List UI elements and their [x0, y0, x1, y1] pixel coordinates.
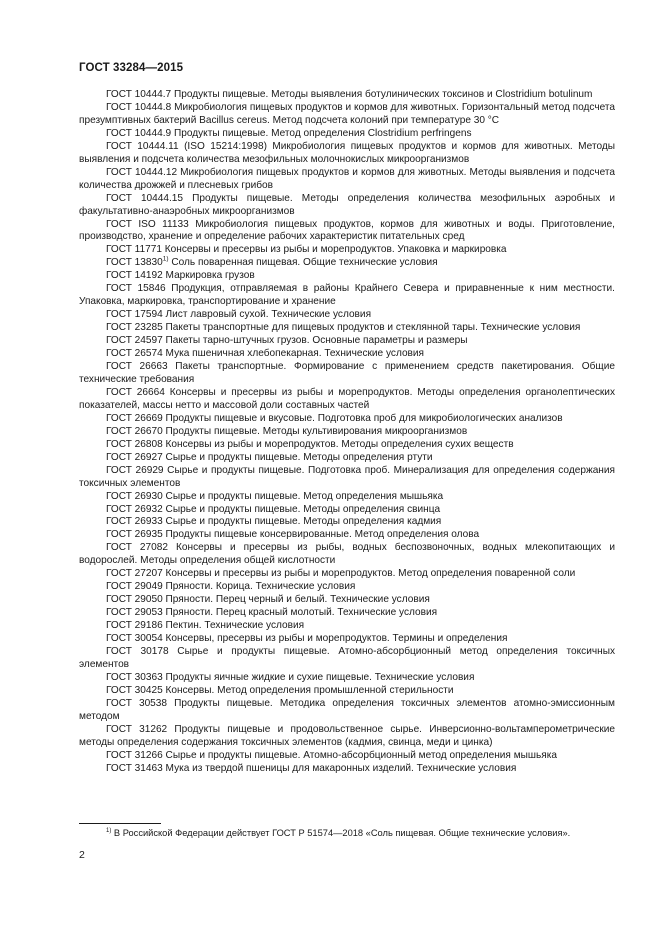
reference-entry	[79, 244, 615, 257]
reference-text: ГОСТ 23285 Пакеты транспортные для пищевых продуктов и стеклянной тары. Технические условия	[106, 322, 581, 334]
reference-text: ГОСТ 26932 Сырье и продукты пищевые. Методы определения свинца	[106, 503, 441, 515]
reference-text: ГОСТ 26935 Продукты пищевые консервированные. Метод определения олова	[106, 529, 480, 541]
reference-entry	[79, 439, 615, 452]
reference-text: ГОСТ 11771 Консервы и пресервы из рыбы и морепродуктов. Упаковка и маркировка	[106, 244, 507, 256]
reference-text: ГОСТ 26669 Продукты пищевые и вкусовые. Подготовка проб для микробиологических анализов	[106, 412, 563, 424]
reference-text-continued: Соль поваренная пищевая. Общие технические условия	[168, 257, 438, 269]
reference-entry	[79, 698, 615, 724]
reference-text: ГОСТ 24597 Пакеты тарно-штучных грузов. Основные параметры и размеры	[106, 335, 468, 347]
reference-text: ГОСТ 26929 Сырье и продукты пищевые. Подготовка проб. Минерализация для определения содержания токсичных элементов	[79, 464, 615, 489]
reference-text: ГОСТ 26664 Консервы и пресервы из рыбы и морепродуктов. Методы определения органолептических показателей, массы нетто и массовой доли составных частей	[79, 386, 615, 411]
reference-text: ГОСТ 31266 Сырье и продукты пищевые. Атомно-абсорбционный метод определения мышьяка	[106, 749, 557, 761]
reference-entry	[79, 607, 615, 620]
reference-entry	[79, 322, 615, 335]
reference-entry	[79, 750, 615, 763]
reference-entry	[79, 309, 615, 322]
reference-text: ГОСТ 30425 Консервы. Метод определения промышленной стерильности	[106, 684, 454, 696]
reference-entry	[79, 219, 615, 245]
reference-text: ГОСТ 26663 Пакеты транспортные. Формирование с применением средств пакетирования. Общие технические требования	[79, 361, 615, 385]
reference-entry	[79, 672, 615, 685]
footnote-marker: 1)	[106, 827, 112, 834]
reference-entry	[79, 763, 615, 776]
reference-text: ГОСТ 30363 Продукты яичные жидкие и сухие пищевые. Технические условия	[106, 671, 475, 683]
reference-entry	[79, 426, 615, 439]
reference-entry	[79, 361, 615, 387]
reference-entry	[79, 516, 615, 529]
footnote-reference-marker: 1)	[162, 256, 169, 264]
reference-text: ГОСТ 26927 Сырье и продукты пищевые. Методы определения ртути	[106, 451, 433, 463]
reference-entry	[79, 193, 615, 219]
reference-text: ГОСТ 10444.9 Продукты пищевые. Метод определения Clostridium perfringens	[106, 127, 472, 139]
normative-references	[79, 89, 615, 776]
document-header: ГОСТ 33284—2015	[79, 62, 184, 74]
reference-entry	[79, 542, 615, 568]
reference-entry	[79, 413, 615, 426]
reference-text: ГОСТ 29050 Пряности. Перец черный и белый. Технические условия	[106, 594, 430, 606]
reference-entry	[79, 581, 615, 594]
reference-entry	[79, 141, 615, 167]
reference-entry	[79, 102, 615, 128]
reference-entry	[79, 724, 615, 750]
reference-entry	[79, 504, 615, 517]
reference-entry	[79, 633, 615, 646]
reference-text: ГОСТ 15846 Продукция, отправляемая в районы Крайнего Севера и приравненные к ним местности. Упаковка, маркировка, транспортирование и хранение	[79, 283, 615, 308]
reference-entry	[79, 568, 615, 581]
footnote-separator	[79, 823, 161, 824]
reference-text: ГОСТ 30054 Консервы, пресервы из рыбы и морепродуктов. Термины и определения	[106, 633, 508, 645]
reference-entry	[79, 529, 615, 542]
reference-entry	[79, 348, 615, 361]
reference-text: ГОСТ ISO 11133 Микробиология пищевых продуктов, кормов для животных и воды. Приготовление, производство, хранение и определение рабочих характеристик питательных сред	[79, 218, 615, 243]
reference-text: ГОСТ 10444.12 Микробиология пищевых продуктов и кормов для животных. Методы выявления и подсчета количества дрожжей и плесневых грибов	[79, 166, 615, 191]
reference-text: ГОСТ 26808 Консервы из рыбы и морепродуктов. Методы определения сухих веществ	[106, 438, 514, 450]
reference-text: ГОСТ 29186 Пектин. Технические условия	[106, 620, 305, 632]
reference-entry	[79, 128, 615, 141]
reference-entry	[79, 167, 615, 193]
reference-entry	[79, 620, 615, 633]
reference-entry	[79, 685, 615, 698]
reference-entry	[79, 491, 615, 504]
reference-text: ГОСТ 29053 Пряности. Перец красный молотый. Технические условия	[106, 607, 438, 619]
reference-text: ГОСТ 26930 Сырье и продукты пищевые. Метод определения мышьяка	[106, 490, 444, 502]
reference-text: ГОСТ 26933 Сырье и продукты пищевые. Методы определения кадмия	[106, 516, 442, 528]
reference-text: ГОСТ 10444.15 Продукты пищевые. Методы определения количества мезофильных аэробных и факультативно-анаэробных микроорганизмов	[79, 192, 615, 217]
reference-entry	[79, 387, 615, 413]
reference-entry	[79, 452, 615, 465]
reference-text: ГОСТ 14192 Маркировка грузов	[106, 270, 255, 282]
reference-text: ГОСТ 30178 Сырье и продукты пищевые. Атомно-абсорбционный метод определения токсичных элементов	[79, 645, 615, 670]
reference-text: ГОСТ 26670 Продукты пищевые. Методы культивирования микроорганизмов	[106, 425, 468, 437]
reference-entry	[79, 283, 615, 309]
reference-entry	[79, 257, 615, 270]
reference-text: ГОСТ 26574 Мука пшеничная хлебопекарная. Технические условия	[106, 348, 425, 360]
reference-text: ГОСТ 31262 Продукты пищевые и продовольственное сырье. Инверсионно-вольтамперометрические методы определения содержания токсичных элементов (кадмия, свинца, меди и цинка)	[79, 723, 615, 748]
reference-entry	[79, 89, 615, 102]
reference-text: ГОСТ 13830	[106, 257, 163, 269]
reference-entry	[79, 594, 615, 607]
reference-entry	[79, 270, 615, 283]
page-number: 2	[79, 849, 85, 861]
reference-text: ГОСТ 10444.11 (ISO 15214:1998) Микробиология пищевых продуктов и кормов для животных. Методы выявления и подсчета количества мезофильных молочнокислых микроорганизмов	[79, 140, 615, 165]
footnote-text: В Российской Федерации действует ГОСТ Р 51574—2018 «Соль пищевая. Общие технические условия».	[111, 828, 571, 838]
reference-text: ГОСТ 30538 Продукты пищевые. Методика определения токсичных элементов атомно-эмиссионным методом	[79, 697, 615, 722]
reference-entry	[79, 465, 615, 491]
reference-entry	[79, 335, 615, 348]
reference-text: ГОСТ 27082 Консервы и пресервы из рыбы, водных беспозвоночных, водных млекопитающих и водорослей. Методы определения общей кислотности	[79, 542, 615, 567]
footnote	[79, 827, 615, 839]
reference-text: ГОСТ 29049 Пряности. Корица. Технические условия	[106, 581, 356, 593]
reference-text: ГОСТ 27207 Консервы и пресервы из рыбы и морепродуктов. Метод определения поваренной соли	[106, 568, 576, 580]
reference-text: ГОСТ 10444.8 Микробиология пищевых продуктов и кормов для животных. Горизонтальный метод подсчета презумптивных бактерий Bacillus cereus. Метод подсчета колоний при температуре 30 °С	[79, 101, 615, 126]
reference-entry	[79, 646, 615, 672]
reference-text: ГОСТ 17594 Лист лавровый сухой. Технические условия	[106, 309, 372, 321]
reference-text: ГОСТ 10444.7 Продукты пищевые. Методы выявления ботулинических токсинов и Clostridium botulinum	[106, 89, 593, 100]
reference-text: ГОСТ 31463 Мука из твердой пшеницы для макаронных изделий. Технические условия	[106, 762, 517, 774]
